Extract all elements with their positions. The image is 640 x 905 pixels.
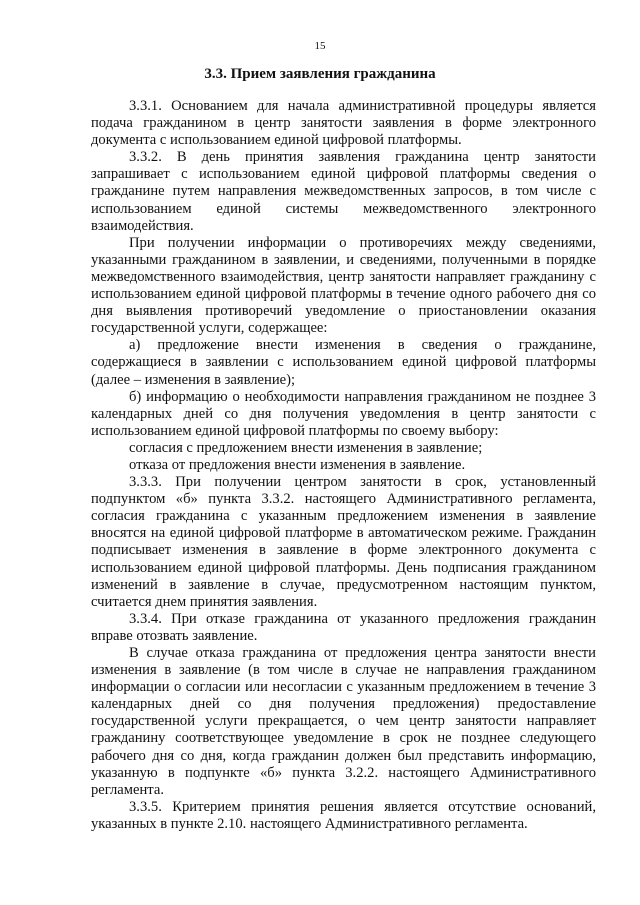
paragraph-refusal-case: В случае отказа гражданина от предложения центра занятости внести изменения в заявление (в том числе в случае не направления гражданином информации о согласии или несогласии с указанным предложением в течение 3 календарных дней со дня получения предложения) предоставление государственной услуги прекращается, о чем центр занятости направляет гражданину соответствующее уведомление в срок не позднее следующего рабочего дня со дня, когда гражданин должен был представить информацию, указанную в подпункте «б» пункта 3.2.2. настоящего Административного регламента. <box>91 645 596 798</box>
section-heading: 3.3. Прием заявления гражданина <box>204 66 436 82</box>
option-agree: согласия с предложением внести изменения в заявление; <box>129 439 483 456</box>
paragraph-3-3-5: 3.3.5. Критерием принятия решения является отсутствие оснований, указанных в пункте 2.10. настоящего Административного регламента. <box>91 798 596 832</box>
paragraph-3-3-3: 3.3.3. При получении центром занятости в срок, установленный подпунктом «б» пункта 3.3.2. настоящего Административного регламента, согласия гражданина с указанным предложением изменения в заявление вносятся на единой цифровой платформе в автоматическом режиме. Гражданин подписывает изменения в заявление в форме электронного документа с использованием единой цифровой платформы. День подписания гражданином изменений в заявление в случае, предусмотренном настоящим пунктом, считается днем принятия заявления. <box>91 474 596 610</box>
page-number: 15 <box>314 40 326 52</box>
list-item-a: а) предложение внести изменения в сведения о гражданине, содержащиеся в заявлении с использованием единой цифровой платформы (далее – изменения в заявление); <box>91 337 596 388</box>
paragraph-contradictions: При получении информации о противоречиях между сведениями, указанными гражданином в заявлении, и сведениями, полученными в порядке межведомственного взаимодействия, центр занятости направляет гражданину с использованием единой цифровой платформы в течение одного рабочего дня со дня выявления противоречий уведомление о приостановлении оказания государственной услуги, содержащее: <box>91 234 596 337</box>
paragraph-3-3-1: 3.3.1. Основанием для начала административной процедуры является подача гражданином в центр занятости заявления в форме электронного документа с использованием единой цифровой платформы. <box>91 98 596 149</box>
option-refuse: отказа от предложения внести изменения в заявление. <box>129 456 466 473</box>
paragraph-3-3-4: 3.3.4. При отказе гражданина от указанного предложения гражданин вправе отозвать заявление. <box>91 610 596 644</box>
document-body <box>91 98 596 833</box>
list-item-b: б) информацию о необходимости направления гражданином не позднее 3 календарных дней со дня получения уведомления в центр занятости с использованием единой цифровой платформы по своему выбору: <box>91 388 596 439</box>
paragraph-3-3-2: 3.3.2. В день принятия заявления гражданина центр занятости запрашивает с использованием единой цифровой платформы сведения о гражданине путем направления межведомственных запросов, в том числе с использованием единой системы межведомственного электронного взаимодействия. <box>91 149 596 234</box>
